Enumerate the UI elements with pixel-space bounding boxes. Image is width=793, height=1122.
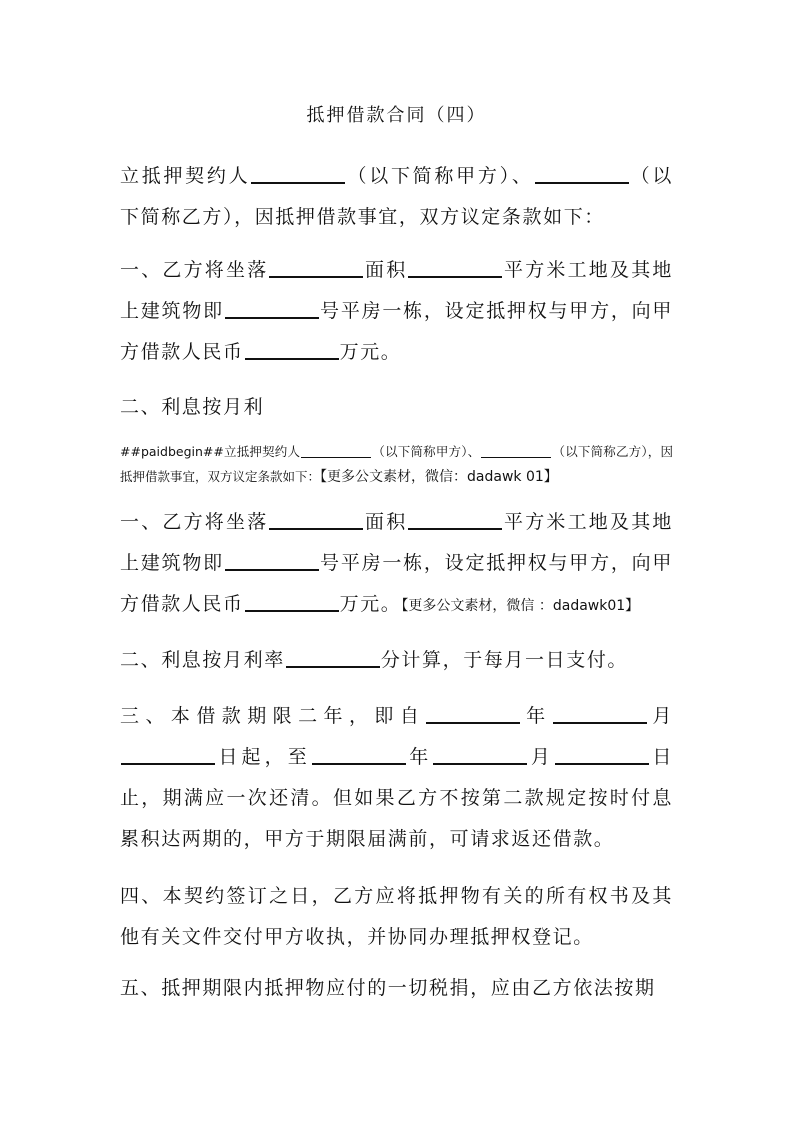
clause-3-text-e: 年	[406, 746, 433, 768]
clause-1-text-d: 号平房一栋，设定抵押权与甲方，向甲方借款人民币	[120, 300, 673, 363]
clause-2-text-b: 分计算，于每月一日支付。	[380, 649, 629, 671]
house-number-blank	[225, 297, 319, 319]
clause-1-text-e: 万元。	[339, 341, 402, 363]
end-month-blank	[433, 743, 527, 765]
area-blank-2	[408, 508, 502, 530]
clause-3-text-d: 日起，至	[216, 746, 311, 768]
house-number-blank-2	[225, 549, 319, 571]
small-text-b: （以下简称甲方）、	[372, 444, 481, 459]
small-text-a: ##paidbegin##立抵押契约人	[120, 444, 301, 459]
location-blank-2	[269, 508, 363, 530]
interest-rate-blank	[286, 646, 380, 668]
small-party-b-blank	[481, 444, 551, 458]
document-title: 抵押借款合同（四）	[306, 105, 487, 126]
clause-3-text-b: 年	[521, 705, 552, 727]
promo-text-1: 【更多公文素材，微信：dadawk 01】	[320, 469, 558, 485]
clause-3-text-g: 日止，期满应一次还清。但如果乙方不按第二款规定按时付息累积达两期的，甲方于期限届满前，可请求返还借款。	[120, 746, 673, 850]
watermark-paragraph	[120, 439, 673, 490]
party-a-blank	[251, 162, 345, 184]
clause-1b-text-e: 万元。	[339, 593, 402, 615]
end-year-blank	[312, 743, 406, 765]
clause-1	[120, 250, 673, 373]
clause-1b-text-c: 平方米工地及其地上建筑物即	[120, 511, 673, 574]
clause-2-short: 二、利息按月利	[120, 396, 265, 418]
intro-text-b: （以下简称甲方）、	[346, 165, 534, 187]
clause-1-repeat	[120, 502, 673, 627]
clause-1-text-b: 面积	[364, 259, 408, 281]
clause-5: 五、抵押期限内抵押物应付的一切税捐，应由乙方依法按期	[120, 977, 656, 999]
loan-amount-blank	[245, 338, 339, 360]
clause-3-text-c: 月	[647, 705, 673, 727]
clause-3	[120, 696, 673, 860]
clause-3-text-f: 月	[528, 746, 554, 768]
small-text-c: （以下简称乙方），因抵押借款事宜，双方议定条款如下：	[120, 444, 673, 484]
clause-1-text-a: 一、乙方将坐落	[120, 259, 269, 281]
intro-paragraph	[120, 156, 673, 238]
loan-amount-blank-2	[245, 590, 339, 612]
clause-1b-text-d: 号平房一栋，设定抵押权与甲方，向甲方借款人民币	[120, 552, 673, 615]
end-day-blank	[555, 743, 649, 765]
clause-1b-text-b: 面积	[364, 511, 408, 533]
clause-2-text-a: 二、利息按月利率	[120, 649, 285, 671]
small-party-a-blank	[301, 444, 371, 458]
clause-4: 四、本契约签订之日，乙方应将抵押物有关的所有权书及其他有关文件交付甲方收执，并协同办理抵押权登记。	[120, 885, 673, 948]
clause-1-text-c: 平方米工地及其地上建筑物即	[120, 259, 673, 322]
start-month-blank	[553, 702, 647, 724]
location-blank	[269, 256, 363, 278]
clause-1b-text-a: 一、乙方将坐落	[120, 511, 269, 533]
clause-3-text-a: 三、本借款期限二年，即自	[120, 705, 426, 727]
party-b-blank	[535, 162, 629, 184]
intro-text-a: 立抵押契约人	[120, 165, 251, 187]
area-blank	[408, 256, 502, 278]
clause-2	[120, 640, 673, 681]
promo-text-2: 【更多公文素材，微信 ：dadawk01】	[401, 598, 640, 614]
intro-text-c: （以下简称乙方），因抵押借款事宜，双方议定条款如下：	[120, 165, 674, 228]
start-year-blank	[426, 702, 520, 724]
start-day-blank	[121, 743, 215, 765]
